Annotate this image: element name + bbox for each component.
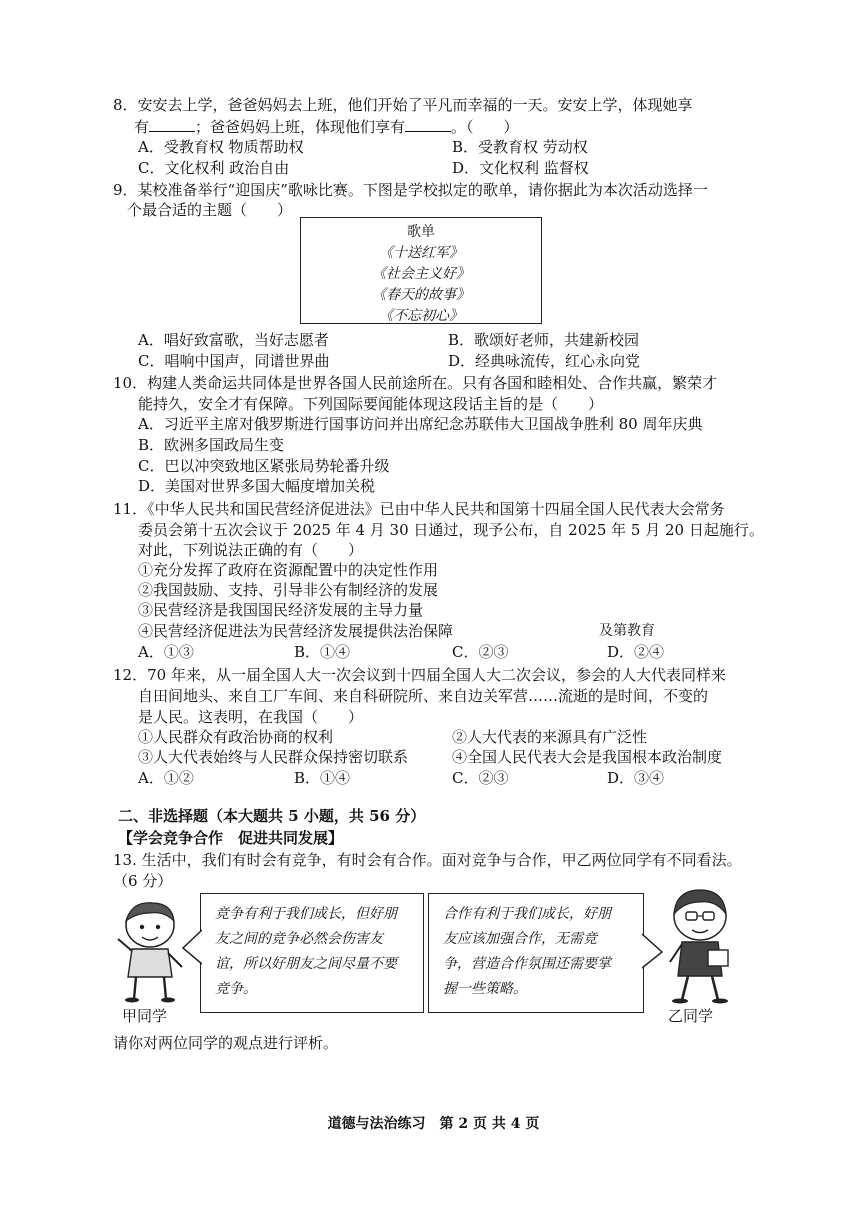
q11-option-a: A．①③: [138, 643, 194, 661]
q10-stem-line2: 能持久，安全才有保障。下列国际要闻能体现这段话主旨的是（ ）: [138, 395, 604, 413]
student-a-label: 甲同学: [122, 1007, 168, 1025]
bubble-line: 竞争。: [215, 981, 257, 997]
q9-stem-line1: 9．某校准备举行“迎国庆”歌咏比赛。下图是学校拟定的歌单，请你据此为本次活动选择一: [113, 181, 708, 199]
q11-option-d: D．②④: [607, 643, 665, 661]
song-item: 《不忘初心》: [379, 308, 463, 324]
q11-stem-line2: 委员会第十五次会议于 2025 年 4 月 30 日通过，现予公布，自 2025 年 5 月 20 日起施行。: [138, 521, 764, 539]
q11-option-c: C．②③: [452, 643, 509, 661]
q10-option-a: A．习近平主席对俄罗斯进行国事访问并出席纪念苏联伟大卫国战争胜利 80 周年庆典: [138, 415, 703, 433]
q9-option-a: A．唱好致富歌，当好志愿者: [138, 331, 329, 349]
q8-option-b: B．受教育权 劳动权: [452, 138, 588, 156]
watermark-text: 及第教育: [599, 623, 655, 639]
q12-stem-line2: 自田间地头、来自工厂车间、来自科研院所、来自边关军营……流逝的是时间，不变的: [138, 687, 709, 705]
student-b-label: 乙同学: [668, 1007, 714, 1025]
q12-option-c: C．②③: [452, 769, 509, 787]
q10-stem-line1: 10．构建人类命运共同体是世界各国人民前途所在。只有各国和睦相处、合作共赢，繁荣才: [113, 374, 718, 392]
q11-stem-line3: 对此，下列说法正确的有（ ）: [138, 541, 364, 559]
bubble-tail-left: [181, 928, 202, 968]
bubble-line: 握一些策略。: [443, 981, 527, 997]
q8-option-d: D．文化权利 监督权: [452, 159, 589, 177]
q13-stem-line2: （6 分）: [113, 872, 173, 890]
q8-stem-text: 。（ ）: [451, 118, 519, 136]
student-b-figure: [660, 886, 740, 1006]
q8-option-a: A．受教育权 物质帮助权: [138, 138, 304, 156]
bubble-line: 合作有利于我们成长，好朋: [443, 906, 611, 922]
q10-option-d: D．美国对世界多国大幅度增加关税: [138, 477, 376, 495]
song-list-title: 歌单: [407, 224, 435, 240]
q12-statement-1: ①人民群众有政治协商的权利: [138, 728, 334, 746]
section-heading: 二、非选择题（本大题共 5 小题，共 56 分）: [118, 807, 426, 825]
student-a-speech-bubble: [200, 893, 424, 1013]
bubble-line: 竞争有利于我们成长，但好朋: [215, 906, 397, 922]
song-item: 《社会主义好》: [372, 266, 470, 282]
q8-stem-text: ；爸爸妈妈上班，体现他们享有: [195, 118, 406, 136]
song-item: 《十送红军》: [379, 245, 463, 261]
q11-option-b: B．①④: [294, 643, 351, 661]
q13-prompt: 请你对两位同学的观点进行评析。: [113, 1034, 339, 1052]
student-a-figure: [112, 895, 190, 1003]
song-item: 《春天的故事》: [372, 287, 470, 303]
q12-statement-3: ③人大代表始终与人民群众保持密切联系: [138, 748, 409, 766]
q13-stem-line1: 13. 生活中，我们有时会有竞争，有时会有合作。面对竞争与合作，甲乙两位同学有不同看法。: [113, 851, 742, 869]
bubble-line: 友之间的竞争必然会伤害友: [215, 931, 383, 947]
page-footer: 道德与法治练习 第 2 页 共 4 页: [327, 1116, 540, 1132]
q9-option-b: B．歌颂好老师，共建新校园: [448, 331, 640, 349]
q12-option-d: D．③④: [607, 769, 665, 787]
q8-stem-line2: [134, 117, 519, 137]
q11-stem-line1: 11．《中华人民共和国民营经济促进法》已由中华人民共和国第十四届全国人民代表大会常务: [113, 500, 725, 518]
song-list-box: [300, 217, 542, 324]
q9-stem-line2: 个最合适的主题（ ）: [127, 201, 293, 219]
bubble-line: 友应该加强合作，无需竞: [443, 931, 597, 947]
bubble-line: 争，营造合作氛围还需要掌: [443, 956, 611, 972]
q8-stem-text: 有: [134, 118, 150, 136]
q8-stem-line1: 8．安安去上学，爸爸妈妈去上班，他们开始了平凡而幸福的一天。安安上学，体现她享: [113, 96, 693, 114]
student-b-speech-bubble: [428, 893, 644, 1013]
q11-statement-3: ③民营经济是我国国民经济发展的主导力量: [138, 601, 424, 619]
q12-statement-2: ②人大代表的来源具有广泛性: [452, 728, 648, 746]
q8-blank-1: [149, 117, 195, 132]
q8-blank-2: [405, 117, 451, 132]
q12-statement-4: ④全国人民代表大会是我国根本政治制度: [452, 748, 723, 766]
q9-option-c: C．唱响中国声，同谱世界曲: [138, 352, 330, 370]
q11-statement-2: ②我国鼓励、支持、引导非公有制经济的发展: [138, 581, 439, 599]
bubble-line: 谊，所以好朋友之间尽量不要: [215, 956, 397, 972]
q10-option-b: B．欧洲多国政局生变: [138, 436, 285, 454]
q10-option-c: C．巴以冲突致地区紧张局势轮番升级: [138, 457, 390, 475]
q8-option-c: C．文化权利 政治自由: [138, 159, 290, 177]
q9-option-d: D．经典咏流传，红心永向党: [448, 352, 641, 370]
q11-statement-1: ①充分发挥了政府在资源配置中的决定性作用: [138, 561, 439, 579]
q11-statement-4: ④民营经济促进法为民营经济发展提供法治保障: [138, 622, 454, 640]
q12-option-b: B．①④: [294, 769, 351, 787]
section-subheading: 【学会竞争合作 促进共同发展】: [118, 829, 344, 847]
q12-stem-line3: 是人民。这表明，在我国（ ）: [138, 708, 364, 726]
q12-option-a: A．①②: [138, 769, 194, 787]
q12-stem-line1: 12．70 年来，从一届全国人大一次会议到十四届全国人大二次会议，参会的人大代表同样来: [113, 666, 726, 684]
